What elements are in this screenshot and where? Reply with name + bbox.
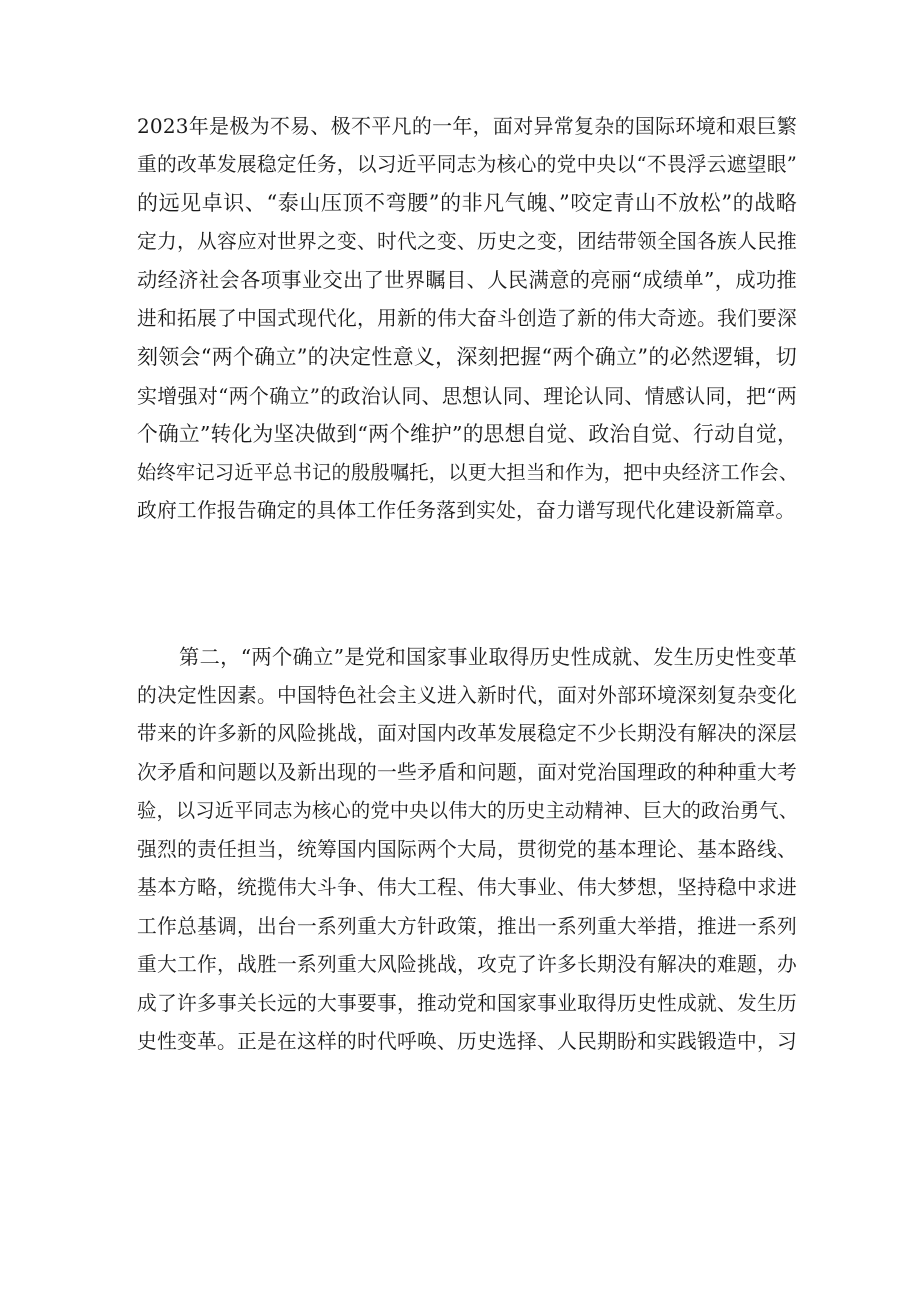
paragraph-line: 史性变革。正是在这样的时代呼唤、历史选择、人民期盼和实践锻造中，习 [137, 1030, 797, 1053]
paragraph-line: 2023年是极为不易、极不平凡的一年，面对异常复杂的国际环境和艰巨繁 [137, 114, 797, 138]
paragraph-line: 的决定性因素。中国特色社会主义进入新时代，面对外部环境深刻复杂变化 [137, 683, 797, 707]
paragraph-line: 工作总基调，出台一系列重大方针政策，推出一系列重大举措，推进一系列 [137, 914, 797, 938]
paragraph-line: 带来的许多新的风险挑战，面对国内改革发展稳定不少长期没有解决的深层 [137, 722, 797, 745]
paragraph-line: 个确立”转化为坚决做到“两个维护”的思想自觉、政治自觉、行动自觉， [137, 422, 798, 446]
paragraph-line: 动经济社会各项事业交出了世界瞩目、人民满意的亮丽“成绩单”，成功推 [137, 268, 797, 292]
paragraph-line: 进和拓展了中国式现代化，用新的伟大奋斗创造了新的伟大奇迹。我们要深 [137, 306, 797, 330]
paragraph-line: 强烈的责任担当，统筹国内国际两个大局，贯彻党的基本理论、基本路线、 [137, 837, 797, 861]
paragraph-line: 重的改革发展稳定任务，以习近平同志为核心的党中央以“不畏浮云遮望眼” [137, 152, 797, 176]
paragraph-line: 第二，“两个确立”是党和国家事业取得历史性成就、发生历史性变革 [179, 645, 797, 669]
paragraph-1 [137, 107, 797, 531]
paragraph-2 [137, 638, 797, 1062]
paragraph-line: 实增强对“两个确立”的政治认同、思想认同、理论认同、情感认同，把“两 [137, 383, 797, 408]
paragraph-line: 成了许多事关长远的大事要事，推动党和国家事业取得历史性成就、发生历 [137, 991, 797, 1015]
paragraph-line: 始终牢记习近平总书记的殷殷嘱托，以更大担当和作为，把中央经济工作会、 [137, 460, 799, 484]
paragraph-line: 基本方略，统揽伟大斗争、伟大工程、伟大事业、伟大梦想，坚持稳中求进 [137, 876, 797, 899]
paragraph-line: 定力，从容应对世界之变、时代之变、历史之变，团结带领全国各族人民推 [137, 229, 797, 253]
paragraph-line: 次矛盾和问题以及新出现的一些矛盾和问题，面对党治国理政的种种重大考 [137, 760, 797, 784]
paragraph-line: 刻领会“两个确立”的决定性意义，深刻把握“两个确立”的必然逻辑，切 [137, 345, 797, 369]
paragraph-line: 的远见卓识、“泰山压顶不弯腰”的非凡气魄、”咬定青山不放松”的战略 [137, 191, 797, 215]
paragraph-line: 政府工作报告确定的具体工作任务落到实处，奋力谱写现代化建设新篇章。 [137, 499, 796, 522]
paragraph-line: 验，以习近平同志为核心的党中央以伟大的历史主动精神、巨大的政治勇气、 [137, 799, 799, 822]
paragraph-line: 重大工作，战胜一系列重大风险挑战，攻克了许多长期没有解决的难题，办 [137, 953, 797, 976]
